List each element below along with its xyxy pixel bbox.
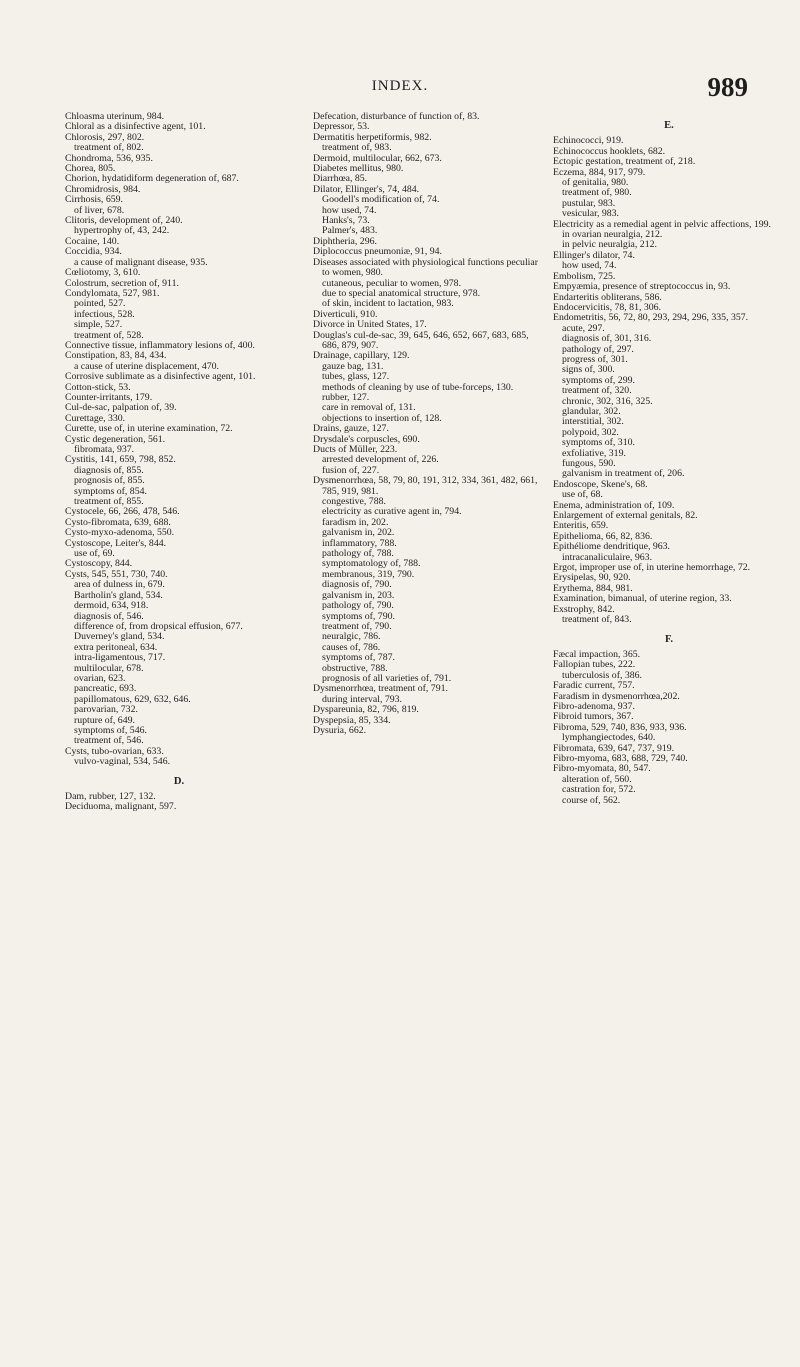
index-entry: Cystoscope, Leiter's, 844.	[65, 537, 167, 549]
index-subentry: fusion of, 227.	[322, 464, 380, 476]
index-subentry: treatment of, 855.	[74, 496, 144, 508]
index-entry: Divorce in United States, 17.	[313, 319, 427, 331]
index-entry: Embolism, 725.	[553, 270, 616, 282]
index-entry: Electricity as a remedial agent in pelvic affections, 199.	[553, 218, 771, 230]
index-entry: Endometritis, 56, 72, 80, 293, 294, 296, 335, 357.	[553, 312, 749, 324]
index-subentry: fungous, 590.	[562, 458, 616, 469]
index-subentry: due to special anatomical structure, 978.	[322, 287, 481, 299]
index-subentry: a cause of uterine displacement, 470.	[74, 360, 219, 372]
page-title: INDEX.	[371, 78, 429, 94]
index-subentry: pustular, 983.	[562, 197, 616, 209]
index-subentry: symptomatology of, 788.	[322, 558, 421, 570]
index-subentry: diagnosis of, 301, 316.	[562, 333, 652, 345]
index-subentry: diagnosis of, 546.	[74, 610, 144, 622]
index-entry: Examination, bimanual, of uterine region, 33.	[553, 593, 732, 605]
index-entry: Erythema, 884, 981.	[553, 582, 633, 594]
index-entry: Chloasma uterinum, 984.	[65, 111, 165, 122]
index-entry: Fibro-myoma, 683, 688, 729, 740.	[553, 752, 688, 764]
index-entry: Chlorosis, 297, 802.	[65, 131, 145, 143]
index-entry: Epithelioma, 66, 82, 836.	[553, 530, 653, 542]
index-subentry: treatment of, 790.	[322, 620, 392, 632]
index-subentry: how used, 74.	[562, 260, 617, 272]
index-entry: Faradic current, 757.	[553, 680, 635, 692]
index-subentry: pancreatic, 693.	[74, 683, 137, 695]
index-subentry: papillomatous, 629, 632, 646.	[74, 693, 191, 705]
index-subentry: intracanaliculaire, 963.	[562, 551, 653, 563]
index-entry: Diphtheria, 296.	[313, 235, 377, 247]
index-entry: Cysto-fibromata, 639, 688.	[65, 516, 171, 528]
index-subentry: treatment of, 528.	[74, 329, 144, 341]
index-subentry: objections to insertion of, 128.	[322, 412, 442, 424]
index-subentry: simple, 527.	[74, 319, 123, 331]
index-entry: Chorion, hydatidiform degeneration of, 687.	[65, 173, 239, 185]
index-subentry: symptoms of, 787.	[322, 652, 395, 664]
index-entry: Chloral as a disinfective agent, 101.	[65, 121, 206, 133]
index-subentry: how used, 74.	[322, 204, 377, 216]
index-entry: Dyspepsia, 85, 334.	[313, 714, 391, 726]
page-number: 989	[707, 72, 748, 102]
index-entry: Enema, administration of, 109.	[553, 499, 675, 511]
index-column-2	[313, 112, 538, 736]
index-subentry: rubber, 127.	[322, 391, 370, 403]
index-subentry: exfoliative, 319.	[562, 447, 626, 459]
index-subentry: Goodell's modification of, 74.	[322, 194, 440, 206]
index-subentry: pathology of, 790.	[322, 600, 394, 612]
index-subentry: Palmer's, 483.	[322, 225, 378, 237]
index-subentry: interstitial, 302.	[562, 416, 624, 428]
index-entry: Corrosive sublimate as a disinfective agent, 101.	[65, 371, 256, 383]
index-entry: Cystoscopy, 844.	[65, 558, 133, 570]
index-entry: Cystocele, 66, 266, 478, 546.	[65, 506, 180, 518]
index-entry: Endarteritis obliterans, 586.	[553, 291, 662, 303]
index-subentry: cutaneous, peculiar to women, 978.	[322, 277, 462, 289]
index-entry: Enlargement of external genitals, 82.	[553, 510, 698, 522]
index-entry: Dam, rubber, 127, 132.	[65, 791, 156, 802]
index-entry: Dermatitis herpetiformis, 982.	[313, 131, 432, 143]
index-entry: Ducts of Müller, 223.	[313, 444, 398, 455]
index-entry: Colostrum, secretion of, 911.	[65, 277, 179, 289]
index-subentry: parovarian, 732.	[74, 704, 138, 716]
index-entry: Enteritis, 659.	[553, 520, 609, 532]
index-subentry: extra peritoneal, 634.	[74, 641, 158, 653]
index-subentry: diagnosis of, 790.	[322, 579, 392, 591]
index-subentry: course of, 562.	[562, 794, 621, 806]
index-entry: Dilator, Ellinger's, 74, 484.	[313, 183, 420, 195]
index-entry: Dyspareunia, 82, 796, 819.	[313, 704, 419, 716]
index-entry: Cul-de-sac, palpation of, 39.	[65, 402, 177, 414]
index-subentry: progress of, 301.	[562, 353, 628, 365]
index-entry: Constipation, 83, 84, 434.	[65, 350, 167, 362]
index-subentry: tubes, glass, 127.	[322, 371, 390, 383]
index-subentry: hypertrophy of, 43, 242.	[74, 225, 170, 237]
index-subentry: Bartholin's gland, 534.	[74, 589, 163, 601]
index-subentry: chronic, 302, 316, 325.	[562, 395, 653, 407]
index-letter-heading: D.	[173, 775, 185, 787]
index-subentry: gauze bag, 131.	[322, 360, 384, 372]
index-subentry: inflammatory, 788.	[322, 537, 397, 549]
index-subentry: alteration of, 560.	[562, 773, 632, 785]
index-entry: Erysipelas, 90, 920.	[553, 572, 631, 584]
index-subentry: of genitalia, 980.	[562, 177, 629, 189]
index-subentry: treatment of, 802.	[74, 142, 144, 154]
index-subentry: polypoid, 302.	[562, 426, 619, 438]
index-subentry: membranous, 319, 790.	[322, 568, 415, 580]
index-subentry: treatment of, 320.	[562, 385, 632, 397]
index-entry: Cocaine, 140.	[65, 235, 120, 247]
index-subentry: galvanism in, 203.	[322, 589, 395, 601]
index-subentry: neuralgic, 786.	[322, 631, 381, 643]
index-entry: Coccidia, 934.	[65, 246, 122, 258]
index-entry: Fibromata, 639, 647, 737, 919.	[553, 742, 675, 754]
index-subentry: faradism in, 202.	[322, 516, 389, 528]
index-entry: Dysmenorrhœa, treatment of, 791.	[313, 683, 448, 695]
index-subentry: rupture of, 649.	[74, 714, 135, 726]
index-entry: Echinococcus hooklets, 682.	[553, 145, 666, 157]
index-entry: Diplococcus pneumoniæ, 91, 94.	[313, 246, 442, 258]
index-subentry: a cause of malignant disease, 935.	[74, 256, 208, 268]
index-subentry: of skin, incident to lactation, 983.	[322, 298, 454, 310]
index-entry: Faradism in dysmenorrhœa,202.	[553, 690, 680, 702]
index-subentry: treatment of, 546.	[74, 735, 144, 747]
index-entry: Cœliotomy, 3, 610.	[65, 267, 141, 279]
index-letter-heading: F.	[664, 633, 674, 645]
index-subentry: causes of, 786.	[322, 641, 381, 653]
index-entry: Cysto-myxo-adenoma, 550.	[65, 527, 175, 539]
index-entry: Dysuria, 662.	[313, 724, 367, 736]
index-subentry: fibromata, 937.	[74, 444, 135, 455]
index-entry: Douglas's cul-de-sac, 39, 645, 646, 652, 667, 683, 685, 686, 879, 907.	[313, 329, 529, 351]
index-entry: Cotton-stick, 53.	[65, 381, 131, 393]
index-entry: Drains, gauze, 127.	[313, 423, 389, 435]
index-subentry: symptoms of, 310.	[562, 437, 635, 449]
index-entry: Ellinger's dilator, 74.	[553, 249, 635, 261]
index-entry: Fæcal impaction, 365.	[553, 648, 641, 660]
index-subentry: Hanks's, 73.	[322, 215, 370, 227]
index-entry: Exstrophy, 842.	[553, 603, 615, 615]
index-subentry: difference of, from dropsical effusion, 677.	[74, 620, 243, 632]
index-entry: Diabetes mellitus, 980.	[313, 163, 404, 175]
index-subentry: pathology of, 788.	[322, 548, 394, 560]
index-entry: Endoscope, Skene's, 68.	[553, 478, 648, 490]
index-letter-heading: E.	[664, 120, 674, 131]
index-entry: Cirrhosis, 659.	[65, 194, 123, 206]
index-entry: Cystitis, 141, 659, 798, 852.	[65, 454, 176, 466]
index-subentry: symptoms of, 299.	[562, 374, 635, 386]
index-entry: Drainage, capillary, 129.	[313, 350, 410, 362]
index-column-1	[65, 112, 293, 813]
index-entry: Fibroma, 529, 740, 836, 933, 936.	[553, 721, 687, 733]
index-entry: Clitoris, development of, 240.	[65, 215, 183, 227]
index-entry: Fibroid tumors, 367.	[553, 711, 634, 723]
index-entry: Depressor, 53.	[313, 121, 370, 133]
index-subentry: use of, 68.	[562, 489, 603, 501]
index-subentry: dermoid, 634, 918.	[74, 600, 149, 612]
index-subentry: treatment of, 843.	[562, 614, 632, 626]
index-subentry: congestive, 788.	[322, 496, 386, 508]
index-subentry: intra-ligamentous, 717.	[74, 652, 166, 664]
index-subentry: pointed, 527.	[74, 298, 126, 310]
index-entry: Endocervicitis, 78, 81, 306.	[553, 301, 662, 313]
index-subentry: symptoms of, 790.	[322, 610, 395, 622]
index-entry: Ectopic gestation, treatment of, 218.	[553, 156, 696, 168]
index-entry: Cystic degeneration, 561.	[65, 433, 166, 445]
index-entry: Chorea, 805.	[65, 163, 116, 175]
index-entry: Dysmenorrhœa, 58, 79, 80, 191, 312, 334, 361, 482, 661, 785, 919, 981.	[313, 475, 538, 497]
index-entry: Connective tissue, inflammatory lesions of, 400.	[65, 339, 255, 351]
index-entry: Fibro-myomata, 80, 547.	[553, 763, 651, 775]
index-subentry: prognosis of all varieties of, 791.	[322, 672, 452, 684]
index-subentry: in pelvic neuralgia, 212.	[562, 239, 657, 251]
index-subentry: methods of cleaning by use of tube-forceps, 130.	[322, 381, 514, 393]
index-subentry: ovarian, 623.	[74, 672, 126, 684]
index-subentry: tuberculosis of, 386.	[562, 669, 642, 681]
index-subentry: acute, 297.	[562, 322, 605, 334]
index-subentry: infectious, 528.	[74, 308, 135, 320]
index-entry: Dermoid, multilocular, 662, 673.	[313, 152, 442, 164]
index-subentry: area of dulness in, 679.	[74, 579, 165, 591]
index-entry: Fallopian tubes, 222.	[553, 659, 636, 671]
index-entry: Chondroma, 536, 935.	[65, 152, 153, 164]
index-subentry: pathology of, 297.	[562, 343, 634, 355]
index-subentry: during interval, 793.	[322, 693, 402, 705]
index-subentry: obstructive, 788.	[322, 662, 388, 674]
index-subentry: in ovarian neuralgia, 212.	[562, 229, 663, 241]
index-subentry: glandular, 302.	[562, 405, 621, 417]
index-subentry: symptoms of, 854.	[74, 485, 147, 497]
index-column-3	[553, 112, 785, 806]
index-subentry: treatment of, 983.	[322, 142, 392, 154]
index-entry: Empyæmia, presence of streptococcus in, 93.	[553, 281, 731, 293]
index-entry: Curettage, 330.	[65, 412, 126, 424]
index-subentry: Duverney's gland, 534.	[74, 631, 165, 643]
index-subentry: arrested development of, 226.	[322, 454, 439, 466]
index-entry: Cysts, 545, 551, 730, 740.	[65, 568, 168, 580]
index-entry: Counter-irritants, 179.	[65, 391, 153, 403]
index-entry: Diarrhœa, 85.	[313, 173, 368, 185]
index-subentry: galvanism in, 202.	[322, 527, 395, 539]
index-subentry: prognosis of, 855.	[74, 475, 145, 487]
index-entry: Ergot, improper use of, in uterine hemorrhage, 72.	[553, 562, 751, 574]
index-subentry: care in removal of, 131.	[322, 402, 416, 414]
index-subentry: use of, 69.	[74, 548, 115, 560]
index-entry: Epithéliome dendritique, 963.	[553, 541, 670, 553]
index-subentry: galvanism in treatment of, 206.	[562, 468, 685, 480]
index-subentry: diagnosis of, 855.	[74, 464, 144, 476]
index-subentry: lymphangiectodes, 640.	[562, 732, 656, 744]
index-subentry: multilocular, 678.	[74, 662, 144, 674]
index-entry: Eczema, 884, 917, 979.	[553, 166, 646, 178]
index-subentry: vesicular, 983.	[562, 208, 620, 220]
index-entry: Cysts, tubo-ovarian, 633.	[65, 745, 164, 757]
index-subentry: signs of, 300.	[562, 364, 615, 376]
index-entry: Curette, use of, in uterine examination, 72.	[65, 423, 233, 435]
index-entry: Diverticuli, 910.	[313, 308, 378, 320]
index-subentry: electricity as curative agent in, 794.	[322, 506, 462, 518]
index-subentry: symptoms of, 546.	[74, 724, 147, 736]
index-subentry: of liver, 678.	[74, 204, 125, 216]
index-entry: Chromidrosis, 984.	[65, 183, 141, 195]
index-entry: Condylomata, 527, 981.	[65, 287, 160, 299]
index-entry: Deciduoma, malignant, 597.	[65, 801, 177, 813]
index-entry: Fibro-adenoma, 937.	[553, 700, 635, 712]
index-entry: Drysdale's corpuscles, 690.	[313, 433, 420, 445]
running-head	[0, 72, 800, 108]
index-subentry: vulvo-vaginal, 534, 546.	[74, 756, 171, 768]
index-subentry: treatment of, 980.	[562, 187, 632, 199]
index-subentry: castration for, 572.	[562, 784, 636, 796]
index-entry: Diseases associated with physiological functions peculiar to women, 980.	[313, 256, 538, 279]
index-entry: Defecation, disturbance of function of, 83.	[313, 111, 480, 122]
index-entry: Echinococci, 919.	[553, 135, 624, 147]
